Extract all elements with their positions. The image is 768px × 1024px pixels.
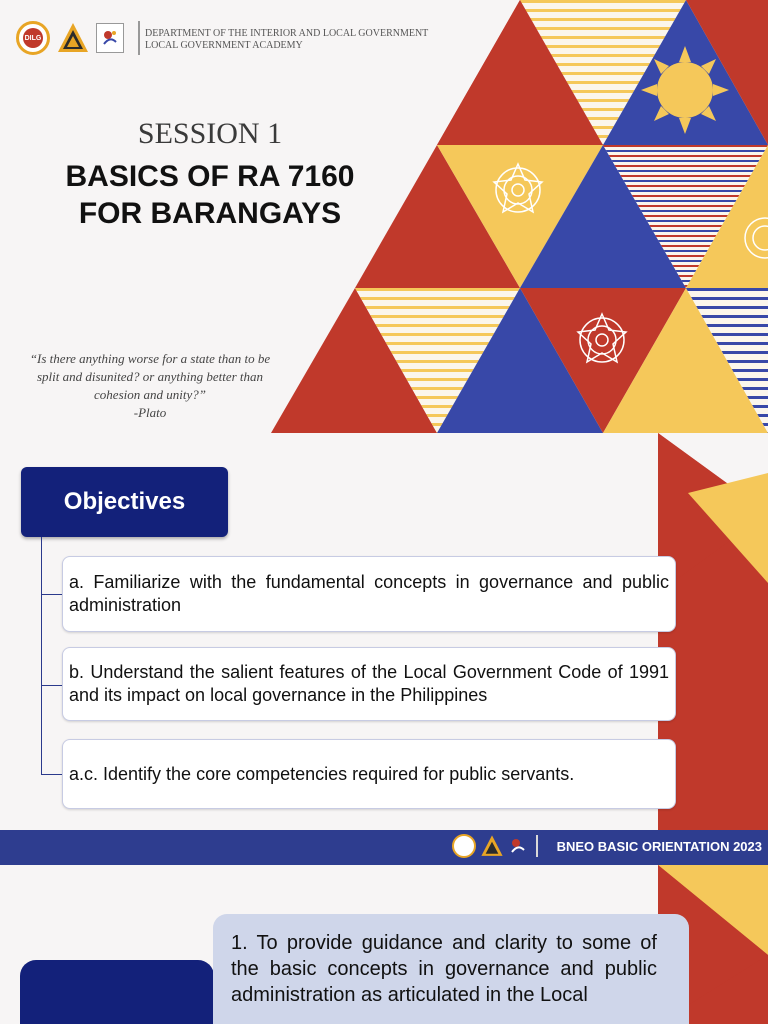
lga-logo (56, 21, 90, 55)
quote: “Is there anything worse for a state than to be split and disunited? or anything better than cohesion and unity?” -Plato (10, 350, 290, 422)
footer-bar (0, 830, 768, 865)
session-label: SESSION 1 (137, 117, 283, 150)
partner-logo (508, 836, 528, 856)
quote-author: -Plato (133, 405, 167, 420)
sun-icon (641, 46, 729, 134)
title-slide (0, 0, 768, 433)
footer-divider (536, 835, 538, 857)
header-logos (16, 20, 140, 56)
section-heading-box (20, 960, 214, 1024)
goal-text: 1. To provide guidance and clarity to some of the basic concepts in governance and public administration as articulated in the Local (213, 914, 689, 1024)
goal-slide (0, 865, 768, 1024)
tree-connector (41, 537, 42, 774)
objective-item: b. Understand the salient features of the Local Government Code of 1991 and its impact on local governance in the Philippines (62, 647, 676, 721)
dilg-logo (452, 834, 476, 858)
objectives-heading: Objectives (21, 467, 228, 537)
lga-logo (480, 834, 504, 858)
objective-item: a. Familiarize with the fundamental concepts in governance and public administration (62, 556, 676, 632)
org-name: DEPARTMENT OF THE INTERIOR AND LOCAL GOVERNMENT LOCAL GOVERNMENT ACADEMY (145, 28, 429, 51)
footer-logos (452, 834, 538, 858)
partner-logo (96, 23, 124, 53)
header-divider (138, 21, 140, 55)
objectives-slide (0, 433, 768, 865)
slide-title: BASICS OF RA 7160 FOR BARANGAYS (65, 160, 355, 230)
objective-item: a.c. Identify the core competencies required for public servants. (62, 739, 676, 809)
footer-label: BNEO BASIC ORIENTATION 2023 (556, 839, 762, 854)
dilg-logo: DILG (16, 21, 50, 55)
